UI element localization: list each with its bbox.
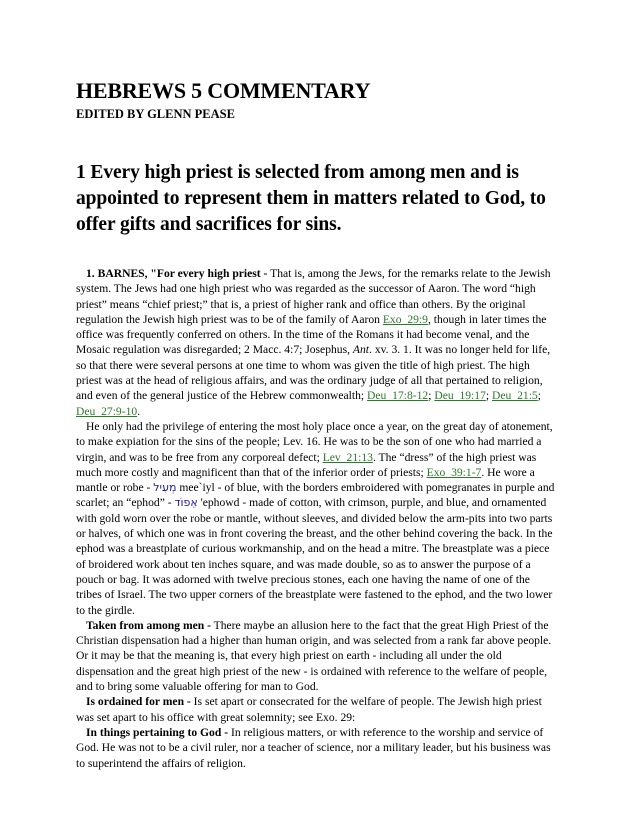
commentary-body <box>76 266 558 771</box>
scripture-link[interactable]: Deu_17:8-12 <box>367 389 429 403</box>
hebrew-word: אֵפוֹד <box>174 496 198 510</box>
body-text: , though in later times the office was frequently conferred on others. In the time of the Romans it had become venal, and the Mosaic regulation was disregarded; 2 Macc. 4:7; Josephus, <box>76 312 547 357</box>
italic-text: Ant <box>352 343 370 357</box>
paragraph-high-priest-dress <box>76 419 558 618</box>
separator: ; <box>428 389 435 403</box>
scripture-link[interactable]: Lev_21:13 <box>322 450 373 464</box>
body-text: That is, among the Jews, for the remarks relate to the Jewish system. The Jews had one high priest who was regarded as the successor of Aaron. The word “high priest” means “chief priest;” that is, a priest of higher rank and office than others. By the original regulation the Jewish high priest was to be of the family of Aaron <box>76 267 551 326</box>
paragraph-taken-from-among-men <box>76 618 558 694</box>
page-title: HEBREWS 5 COMMENTARY <box>76 78 371 103</box>
scripture-link[interactable]: Exo_39:1-7 <box>426 465 482 479</box>
body-text: . The “dress” of the high priest was much more costly and magnificent than that of the inferior order of priests; <box>76 450 537 479</box>
body-text: . He wore a mantle or robe - <box>76 465 535 495</box>
lead-text: 1. BARNES, "For every high priest - <box>86 267 268 280</box>
body-text: He only had the privilege of entering the most holy place once a year, on the great day of atonement, to make expiation for the sins of the people; Lev. 16. He was to be the son of one who had married a virgin, and was to be free from any corporeal defect; <box>76 419 553 464</box>
lead-text: Is ordained for men - <box>86 695 191 709</box>
paragraph-barnes-intro <box>76 266 558 419</box>
scripture-link[interactable]: Deu_19:17 <box>434 389 486 403</box>
body-text: 'ephowd - made of cotton, with crimson, purple, and blue, and ornamented with gold worn over the robe or mantle, without sleeves, and divided below the arm-pits into two parts or halves, of which one was in front covering the breast, and the other behind covering the back. In the ephod was a breastplate of curious workmanship, and on the head a mitre. The breastplate was a piece of broidered work about ten inches square, and was made double, so as to answer the purpose of a pouch or bag. It was adorned with twelve precious stones, each one having the name of one of the tribes of Israel. The two upper corners of the breastplate were fastened to the ephod, and the two lower to the girdle. <box>76 496 553 617</box>
lead-text: In things pertaining to God - <box>86 725 229 739</box>
body-text: There maybe an allusion here to the fact that the great High Priest of the Christian dispensation had a higher than human origin, and was selected from a rank far above people. Or it may be that the meaning is, that every high priest on earth - including all under the old dispensation and the great high priest of the new - is ordained with reference to the welfare of people, and to bring some valuable offering for man to God. <box>76 618 552 694</box>
body-text: Is set apart or consecrated for the welfare of people. The Jewish high priest was set apart to his office with great solemnity; see Exo. 29: <box>76 695 542 724</box>
body-text: In religious matters, or with reference to the worship and service of God. He was not to be a civil ruler, nor a teacher of science, nor a military leader, but his business was to superintend the affairs of religion. <box>76 725 551 770</box>
scripture-link[interactable]: Deu_27:9-10 <box>76 404 138 418</box>
scripture-link[interactable]: Deu_21:5 <box>492 389 538 403</box>
lead-text: Taken from among men - <box>86 618 211 632</box>
paragraph-things-pertaining-to-god <box>76 725 558 771</box>
body-text: mee`iyl - of blue, with the borders embroidered with pomegranates in purple and scarlet; an “ephod” - <box>76 481 555 510</box>
body-text: . <box>137 404 141 418</box>
separator: ; <box>537 389 541 403</box>
scripture-link[interactable]: Exo_29:9 <box>382 312 428 326</box>
editor-credit: EDITED BY GLENN PEASE <box>76 107 235 121</box>
separator: ; <box>485 389 492 403</box>
paragraph-ordained-for-men <box>76 694 558 725</box>
hebrew-word: מְעִיל <box>153 481 177 495</box>
document-page <box>76 78 558 771</box>
verse-heading: 1 Every high priest is selected from among men and is appointed to represent them in matters related to God, to offer gifts and sacrifices for sins. <box>76 162 546 235</box>
body-text: . xv. 3. 1. It was no longer held for life, so that there were several persons at one time to whom was given the title of high priest. The high priest was at the head of religious affairs, and was the ordinary judge of all that pertained to religion, and even of the general justice of the Hebrew commonwealth; <box>76 343 551 403</box>
